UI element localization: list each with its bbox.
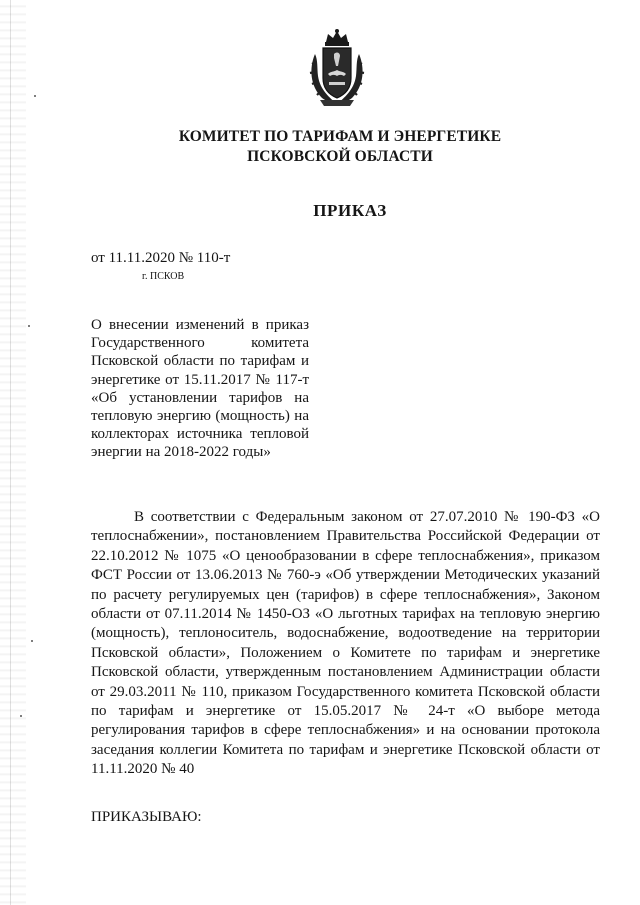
scan-speck — [28, 325, 30, 327]
order-preamble: В соответствии с Федеральным законом от 27.07.2010 № 190-ФЗ «О теплоснабжении», постановлением Правительства Российской Федерации от 22.10.2012 № 1075 «О ценообразовании в сфере теплоснабжения», приказом ФСТ России от 13.06.2013 № 760-э «Об утверждении Методических указаний по расчету регулируемых цен (тарифов) в сфере теплоснабжения», Законом области от 07.11.2014 № 1450-ОЗ «О льготных тарифах на тепловую энергию (мощность), теплоноситель, водоснабжение, водоотведение на территории Псковской области», Положением о Комитете по тарифам и энергетике Псковской области, утвержденным постановлением Администрации области от 29.03.2011 № 110, приказом Государственного комитета Псковской области по тарифам и энергетике от 15.05.2017 № 24-т «О выборе метода регулирования тарифов в сфере теплоснабжения» и на основании протокола заседания коллегии Комитета по тарифам и энергетике Псковской области от 11.11.2020 № 40 — [91, 509, 600, 778]
order-city: г. ПСКОВ — [142, 271, 185, 282]
organization-name: КОМИТЕТ ПО ТАРИФАМ И ЭНЕРГЕТИКЕ — [178, 128, 502, 145]
scan-edge-line — [10, 0, 11, 905]
order-subject: О внесении изменений в приказ Государственного комитета Псковской области по тарифам и энергетике от 15.11.2017 № 117-т «Об установлении тарифов на тепловую энергию (мощность) на коллекторах источника тепловой энергии на 2018-2022 годы» — [91, 317, 309, 461]
scan-speck — [34, 95, 36, 97]
order-date-number: от 11.11.2020 № 110-т — [91, 250, 231, 266]
order-command: ПРИКАЗЫВАЮ: — [91, 809, 202, 825]
scan-edge — [0, 0, 26, 905]
scan-speck — [20, 715, 22, 717]
organization-region: ПСКОВСКОЙ ОБЛАСТИ — [247, 148, 433, 165]
document-type: ПРИКАЗ — [313, 201, 387, 220]
coat-of-arms-icon — [306, 28, 368, 108]
scan-speck — [31, 640, 33, 642]
